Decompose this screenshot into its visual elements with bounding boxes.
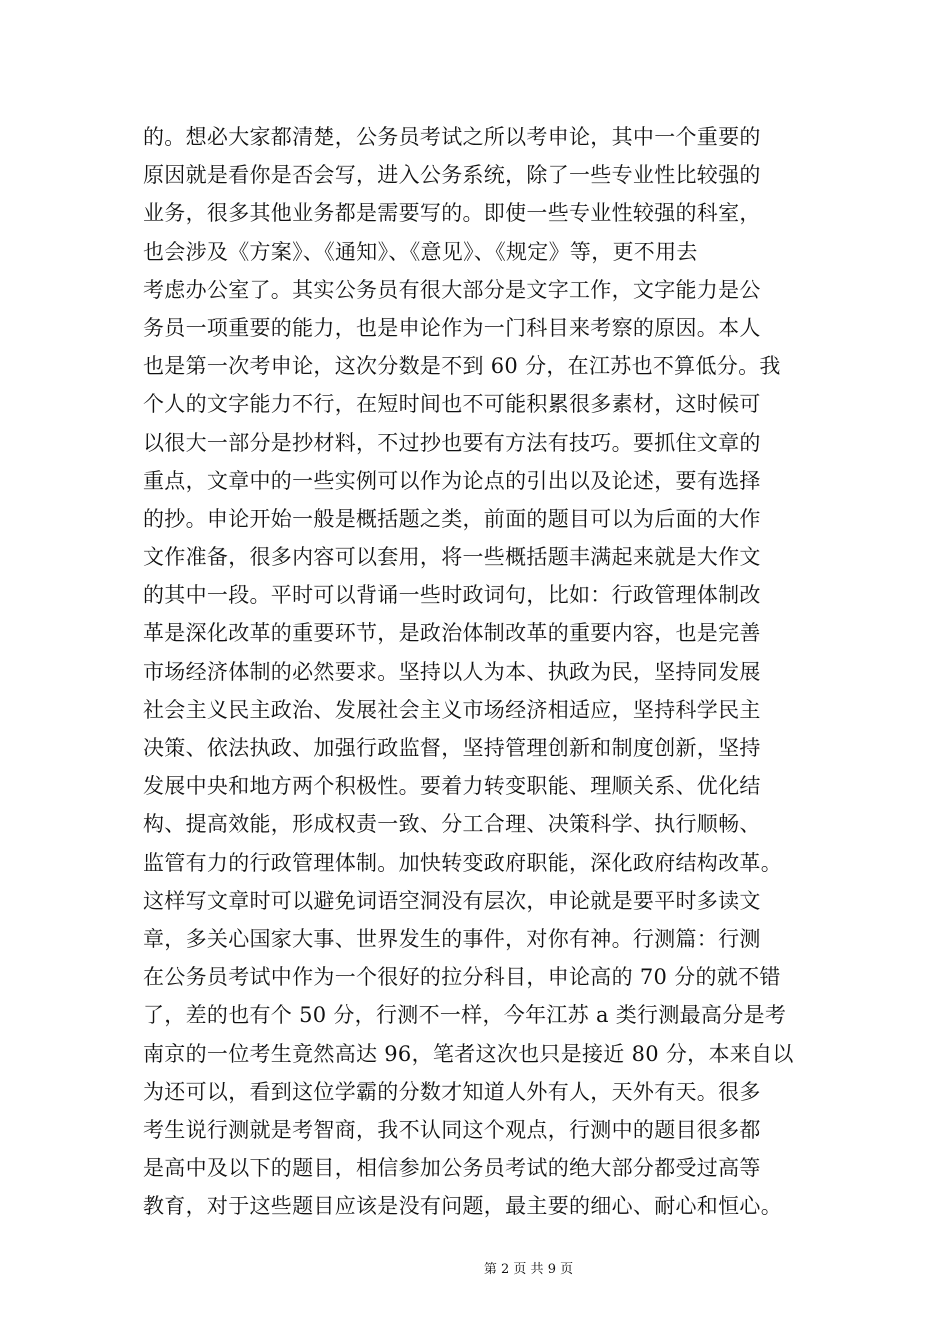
- text-line: 这样写文章时可以避免词语空洞没有层次，申论就是要平时多读文: [143, 888, 761, 913]
- text-line: 为还可以，看到这位学霸的分数才知道人外有人，天外有天。很多: [143, 1079, 761, 1104]
- body-text: [143, 118, 823, 1225]
- text-line: 原因就是看你是否会写，进入公务系统，除了一些专业性比较强的: [143, 163, 761, 188]
- text-line: 发展中央和地方两个积极性。要着力转变职能、理顺关系、优化结: [143, 774, 761, 799]
- text-line: 教育，对于这些题目应该是没有问题，最主要的细心、耐心和恒心。: [143, 1194, 782, 1219]
- text-line: 构、提高效能，形成权责一致、分工合理、决策科学、执行顺畅、: [143, 812, 761, 837]
- page-number: 第 2 页 共 9 页: [483, 1262, 574, 1277]
- text-line: 的抄。申论开始一般是概括题之类，前面的题目可以为后面的大作: [143, 506, 761, 531]
- text-line: 以很大一部分是抄材料，不过抄也要有方法有技巧。要抓住文章的: [143, 430, 761, 455]
- text-line: 考生说行测就是考智商，我不认同这个观点，行测中的题目很多都: [143, 1117, 761, 1142]
- text-line: 市场经济体制的必然要求。坚持以人为本、执政为民，坚持同发展: [143, 659, 761, 684]
- text-line: 社会主义民主政治、发展社会主义市场经济相适应，坚持科学民主: [143, 697, 761, 722]
- text-line: 了，差的也有个 50 分，行测不一样，今年江苏 a 类行测最高分是考: [143, 1003, 787, 1028]
- text-line: 业务，很多其他业务都是需要写的。即使一些专业性较强的科室，: [143, 201, 761, 226]
- text-line: 监管有力的行政管理体制。加快转变政府职能，深化政府结构改革。: [143, 850, 782, 875]
- text-line: 个人的文字能力不行，在短时间也不可能积累很多素材，这时候可: [143, 392, 761, 417]
- text-line: 是高中及以下的题目，相信参加公务员考试的绝大部分都受过高等: [143, 1156, 761, 1181]
- text-line: 在公务员考试中作为一个很好的拉分科目，申论高的 70 分的就不错: [143, 965, 781, 990]
- page-footer: [0, 1261, 950, 1279]
- text-line: 南京的一位考生竟然高达 96，笔者这次也只是接近 80 分，本来自以: [143, 1041, 794, 1066]
- text-line: 革是深化改革的重要环节，是政治体制改革的重要内容，也是完善: [143, 621, 761, 646]
- text-line: 的。想必大家都清楚，公务员考试之所以考申论，其中一个重要的: [143, 125, 761, 149]
- text-line: 文作准备，很多内容可以套用，将一些概括题丰满起来就是大作文: [143, 545, 761, 570]
- text-line: 也是第一次考申论，这次分数是不到 60 分，在江苏也不算低分。我: [143, 354, 781, 379]
- text-line: 的其中一段。平时可以背诵一些时政词句，比如：行政管理体制改: [143, 583, 761, 608]
- text-line: 考虑办公室了。其实公务员有很大部分是文字工作，文字能力是公: [143, 277, 761, 302]
- text-line: 务员一项重要的能力，也是申论作为一门科目来考察的原因。本人: [143, 315, 761, 340]
- text-line: 也会涉及《方案》、《通知》、《意见》、《规定》等，更不用去: [143, 239, 698, 264]
- text-line: 章，多关心国家大事、世界发生的事件，对你有神。行测篇：行测: [143, 926, 761, 951]
- text-line: 重点，文章中的一些实例可以作为论点的引出以及论述，要有选择: [143, 468, 761, 493]
- text-line: 决策、依法执政、加强行政监督，坚持管理创新和制度创新，坚持: [143, 736, 761, 760]
